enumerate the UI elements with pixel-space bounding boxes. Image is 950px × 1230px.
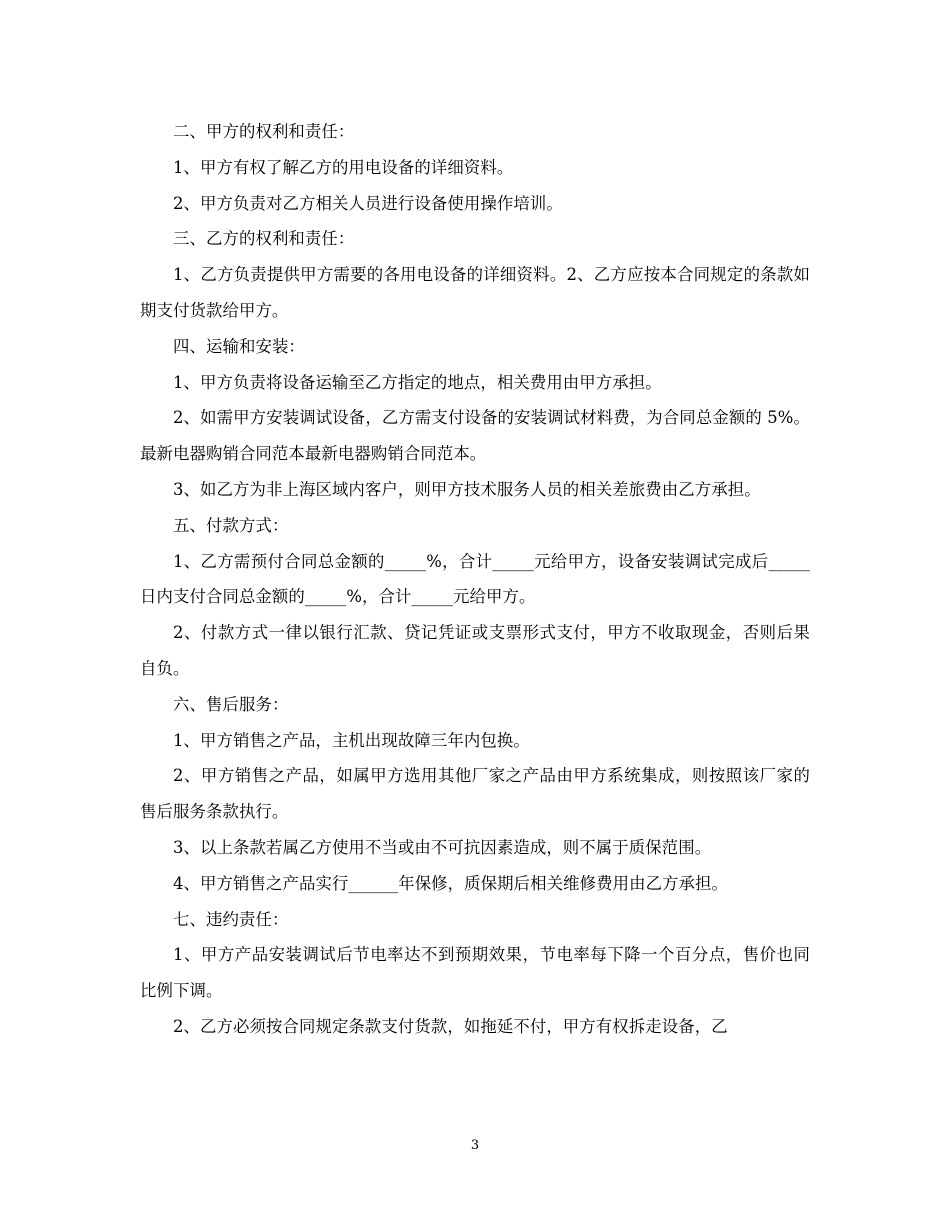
clause-paragraph: 2、付款方式一律以银行汇款、贷记凭证或支票形式支付，甲方不收取现金，否则后果自负。	[140, 623, 810, 678]
clause-paragraph: 2、乙方必须按合同规定条款支付货款，如拖延不付，甲方有权拆走设备，乙	[173, 1016, 728, 1036]
section-heading-2: 二、甲方的权利和责任：	[173, 122, 355, 141]
page-number: 3	[470, 1138, 480, 1153]
section-heading-4: 四、运输和安装：	[173, 336, 305, 356]
clause-paragraph: 1、乙方负责提供甲方需要的各用电设备的详细资料。2、乙方应按本合同规定的条款如期支付货款给甲方。	[140, 265, 810, 320]
clause-paragraph: 4、甲方销售之产品实行______年保修，质保期后相关维修费用由乙方承担。	[173, 873, 729, 893]
section-heading-5: 五、付款方式：	[173, 515, 289, 535]
clause-paragraph: 2、甲方销售之产品，如属甲方选用其他厂家之产品由甲方系统集成，则按照该厂家的售后服务条款执行。	[140, 766, 810, 822]
clause-paragraph: 2、甲方负责对乙方相关人员进行设备使用操作培训。	[173, 193, 563, 213]
section-heading-3: 三、乙方的权利和责任：	[173, 229, 355, 249]
section-heading-7: 七、违约责任：	[173, 909, 289, 929]
clause-paragraph: 3、以上条款若属乙方使用不当或由不可抗因素造成，则不属于质保范围。	[173, 837, 712, 857]
clause-paragraph: 1、甲方销售之产品，主机出现故障三年内包换。	[173, 730, 530, 750]
clause-paragraph: 1、乙方需预付合同总金额的_____%，合计_____元给甲方，设备安装调试完成后_____日内支付合同总金额的_____%，合计_____元给甲方。	[140, 551, 810, 607]
document-body	[140, 114, 810, 1045]
section-heading-6: 六、售后服务：	[173, 694, 289, 714]
clause-paragraph: 2、如需甲方安装调试设备，乙方需支付设备的安装调试材料费，为合同总金额的 5%。最新电器购销合同范本最新电器购销合同范本。	[140, 408, 810, 464]
clause-paragraph: 1、甲方产品安装调试后节电率达不到预期效果，节电率每下降一个百分点，售价也同比例下调。	[140, 945, 810, 1001]
clause-paragraph: 1、甲方负责将设备运输至乙方指定的地点，相关费用由甲方承担。	[173, 372, 662, 392]
clause-paragraph: 3、如乙方为非上海区域内客户，则甲方技术服务人员的相关差旅费由乙方承担。	[173, 479, 761, 499]
clause-paragraph: 1、甲方有权了解乙方的用电设备的详细资料。	[173, 157, 514, 177]
